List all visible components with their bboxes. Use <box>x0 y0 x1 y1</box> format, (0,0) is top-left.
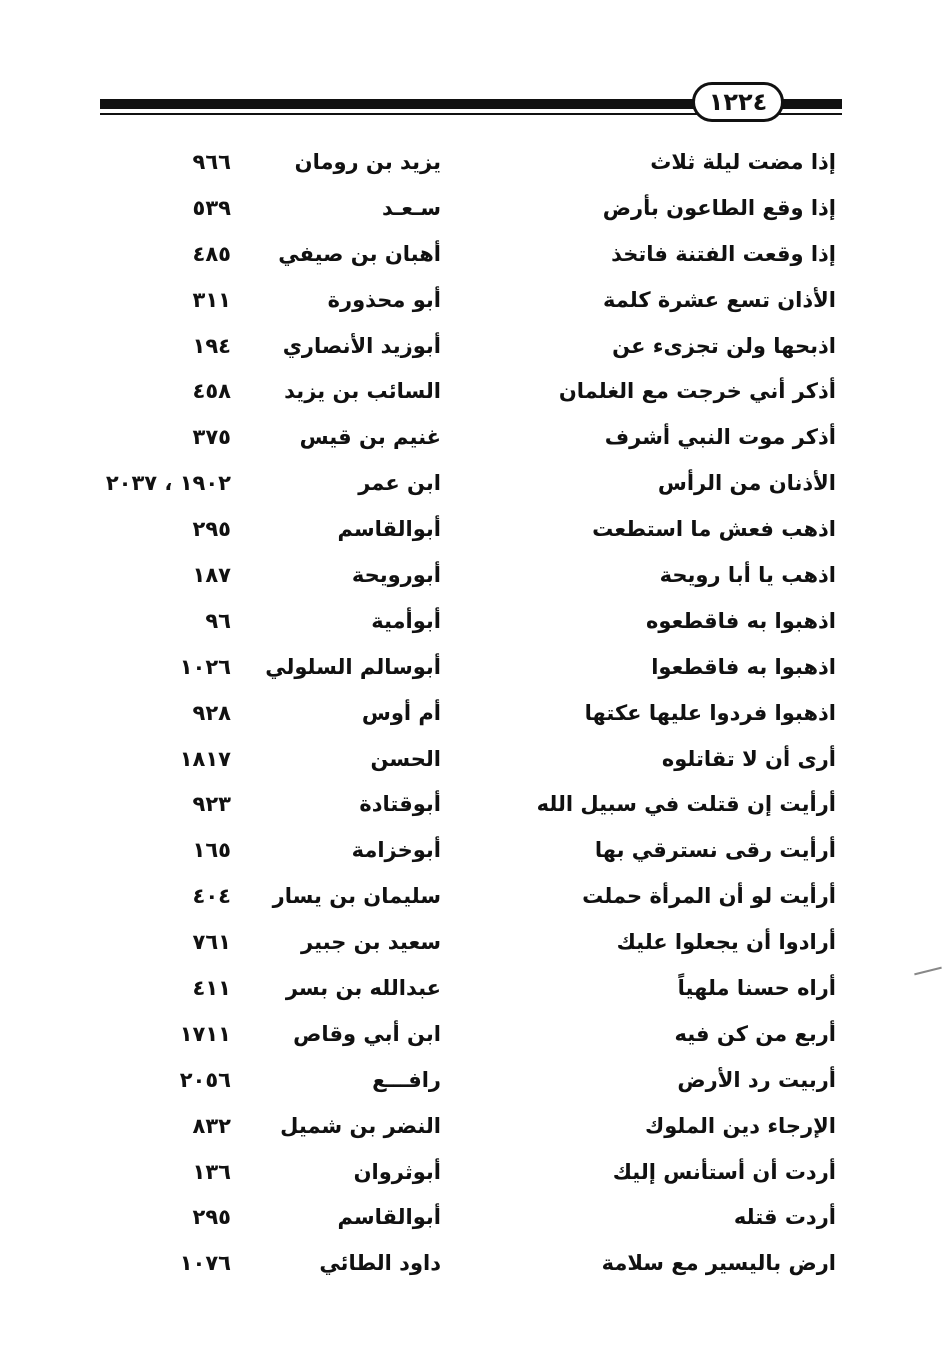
table-row <box>0 463 946 509</box>
table-row <box>0 739 946 785</box>
reference-number: ١٧١١ <box>179 1021 231 1046</box>
narrator-name: النضر بن شميل <box>280 1113 441 1138</box>
table-row <box>0 922 946 968</box>
reference-number: ٧٦١ <box>192 930 231 955</box>
table-row <box>0 784 946 830</box>
reference-number: ١٩٠٢ ، ٢٠٣٧ <box>105 471 231 496</box>
reference-number: ١٠٢٦ <box>179 654 231 679</box>
reference-number: ٩٦٦ <box>192 150 231 174</box>
narrator-name: أبوقتادة <box>359 792 441 817</box>
hadith-phrase: اذهبوا به فاقطعوه <box>646 608 836 633</box>
narrator-name: رافـــع <box>372 1067 441 1092</box>
reference-number: ٢٠٥٦ <box>179 1067 231 1092</box>
hadith-phrase: أردت أن أستأنس إليك <box>612 1159 836 1184</box>
hadith-phrase: أرأيت لو أن المرأة حملت <box>582 884 836 909</box>
narrator-name: عبدالله بن بسر <box>285 976 441 1001</box>
table-row <box>0 188 946 234</box>
table-row <box>0 280 946 326</box>
hadith-phrase: اذهب يا أبا رويحة <box>659 563 836 588</box>
hadith-phrase: أرأيت رقى نسترقي بها <box>594 838 836 863</box>
page-number: ١٢٢٤ <box>692 82 784 122</box>
table-row <box>0 417 946 463</box>
narrator-name: أبوثروان <box>353 1159 441 1184</box>
narrator-name: الحسن <box>370 746 441 771</box>
table-row <box>0 1243 946 1289</box>
table-row <box>0 1152 946 1198</box>
narrator-name: غنيم بن قيس <box>299 425 441 450</box>
hadith-phrase: أرى أن لا تقاتلوه <box>661 746 836 771</box>
narrator-name: أبوسالم السلولي <box>265 654 441 679</box>
narrator-name: سعيد بن جبير <box>301 930 441 955</box>
narrator-name: سـعـد <box>382 195 441 220</box>
hadith-phrase: اذهبوا به فاقطعوا <box>651 654 836 679</box>
reference-number: ٥٣٩ <box>192 195 231 220</box>
hadith-phrase: أرأيت إن قتلت في سبيل الله <box>536 792 836 817</box>
table-row <box>0 830 946 876</box>
reference-number: ١٣٦ <box>192 1159 231 1184</box>
hadith-phrase: أربيت رد الأرض <box>677 1067 836 1092</box>
hadith-phrase: اذبحها ولن تجزىء عن <box>612 333 836 358</box>
table-row <box>0 1197 946 1243</box>
page-header <box>100 82 842 126</box>
hadith-phrase: الإرجاء دين الملوك <box>644 1113 836 1138</box>
table-row <box>0 142 946 188</box>
index-table <box>0 142 946 1289</box>
reference-number: ٣١١ <box>192 287 231 312</box>
hadith-phrase: إذا وقعت الفتنة فاتخذ <box>611 241 836 266</box>
table-row <box>0 1014 946 1060</box>
reference-number: ٩٢٨ <box>192 700 231 725</box>
narrator-name: ابن أبي وقاص <box>293 1021 441 1046</box>
narrator-name: أبورويحة <box>351 563 441 588</box>
hadith-phrase: أربع من كن فيه <box>674 1021 836 1046</box>
reference-number: ١٨١٧ <box>179 746 231 771</box>
table-row <box>0 647 946 693</box>
reference-number: ٩٢٣ <box>192 792 231 817</box>
reference-number: ٢٩٥ <box>192 517 231 542</box>
table-row <box>0 693 946 739</box>
reference-number: ١٩٤ <box>192 333 231 358</box>
table-row <box>0 876 946 922</box>
table-row <box>0 234 946 280</box>
reference-number: ١٠٧٦ <box>179 1251 231 1276</box>
narrator-name: أبوالقاسم <box>337 517 441 542</box>
reference-number: ٨٣٢ <box>192 1113 231 1138</box>
narrator-name: أهبان بن صيفي <box>278 241 441 266</box>
table-row <box>0 968 946 1014</box>
narrator-name: أبوخزامة <box>351 838 441 863</box>
table-row <box>0 601 946 647</box>
hadith-phrase: اذهبوا فردوا عليها عكتها <box>584 700 836 725</box>
reference-number: ٤٨٥ <box>192 241 231 266</box>
narrator-name: يزيد بن رومان <box>294 150 441 174</box>
reference-number: ٤٠٤ <box>192 884 231 909</box>
narrator-name: ابن عمر <box>358 471 441 496</box>
reference-number: ٩٦ <box>205 608 231 633</box>
table-row <box>0 555 946 601</box>
narrator-name: سليمان بن يسار <box>272 884 441 909</box>
hadith-phrase: أردت قتله <box>733 1205 836 1230</box>
narrator-name: أبوزيد الأنصاري <box>282 333 441 358</box>
narrator-name: أبوأمية <box>371 608 441 633</box>
hadith-phrase: اذهب فعش ما استطعت <box>592 517 836 542</box>
narrator-name: السائب بن يزيد <box>284 379 441 404</box>
hadith-phrase: الأذان تسع عشرة كلمة <box>602 287 836 312</box>
narrator-name: أبوالقاسم <box>337 1205 441 1230</box>
reference-number: ٤٥٨ <box>192 379 231 404</box>
table-row <box>0 1060 946 1106</box>
hadith-phrase: أرادوا أن يجعلوا عليك <box>616 930 836 955</box>
hadith-phrase: ارض باليسير مع سلامة <box>601 1251 836 1276</box>
reference-number: ٤١١ <box>192 976 231 1001</box>
reference-number: ٣٧٥ <box>192 425 231 450</box>
hadith-phrase: أراه حسنا ملهياً <box>677 976 836 1001</box>
hadith-phrase: أذكر موت النبي أشرف <box>604 425 836 450</box>
reference-number: ١٦٥ <box>192 838 231 863</box>
hadith-phrase: إذا وقع الطاعون بأرض <box>602 195 836 220</box>
hadith-phrase: إذا مضت ليلة ثلاث <box>650 150 836 174</box>
table-row <box>0 1106 946 1152</box>
hadith-phrase: الأذنان من الرأس <box>657 471 836 496</box>
narrator-name: داود الطائي <box>319 1251 441 1276</box>
reference-number: ١٨٧ <box>192 563 231 588</box>
reference-number: ٢٩٥ <box>192 1205 231 1230</box>
table-row <box>0 326 946 372</box>
narrator-name: أبو محذورة <box>327 287 441 312</box>
table-row <box>0 509 946 555</box>
table-row <box>0 371 946 417</box>
hadith-phrase: أذكر أني خرجت مع الغلمان <box>558 379 836 404</box>
narrator-name: أم أوس <box>361 700 441 725</box>
